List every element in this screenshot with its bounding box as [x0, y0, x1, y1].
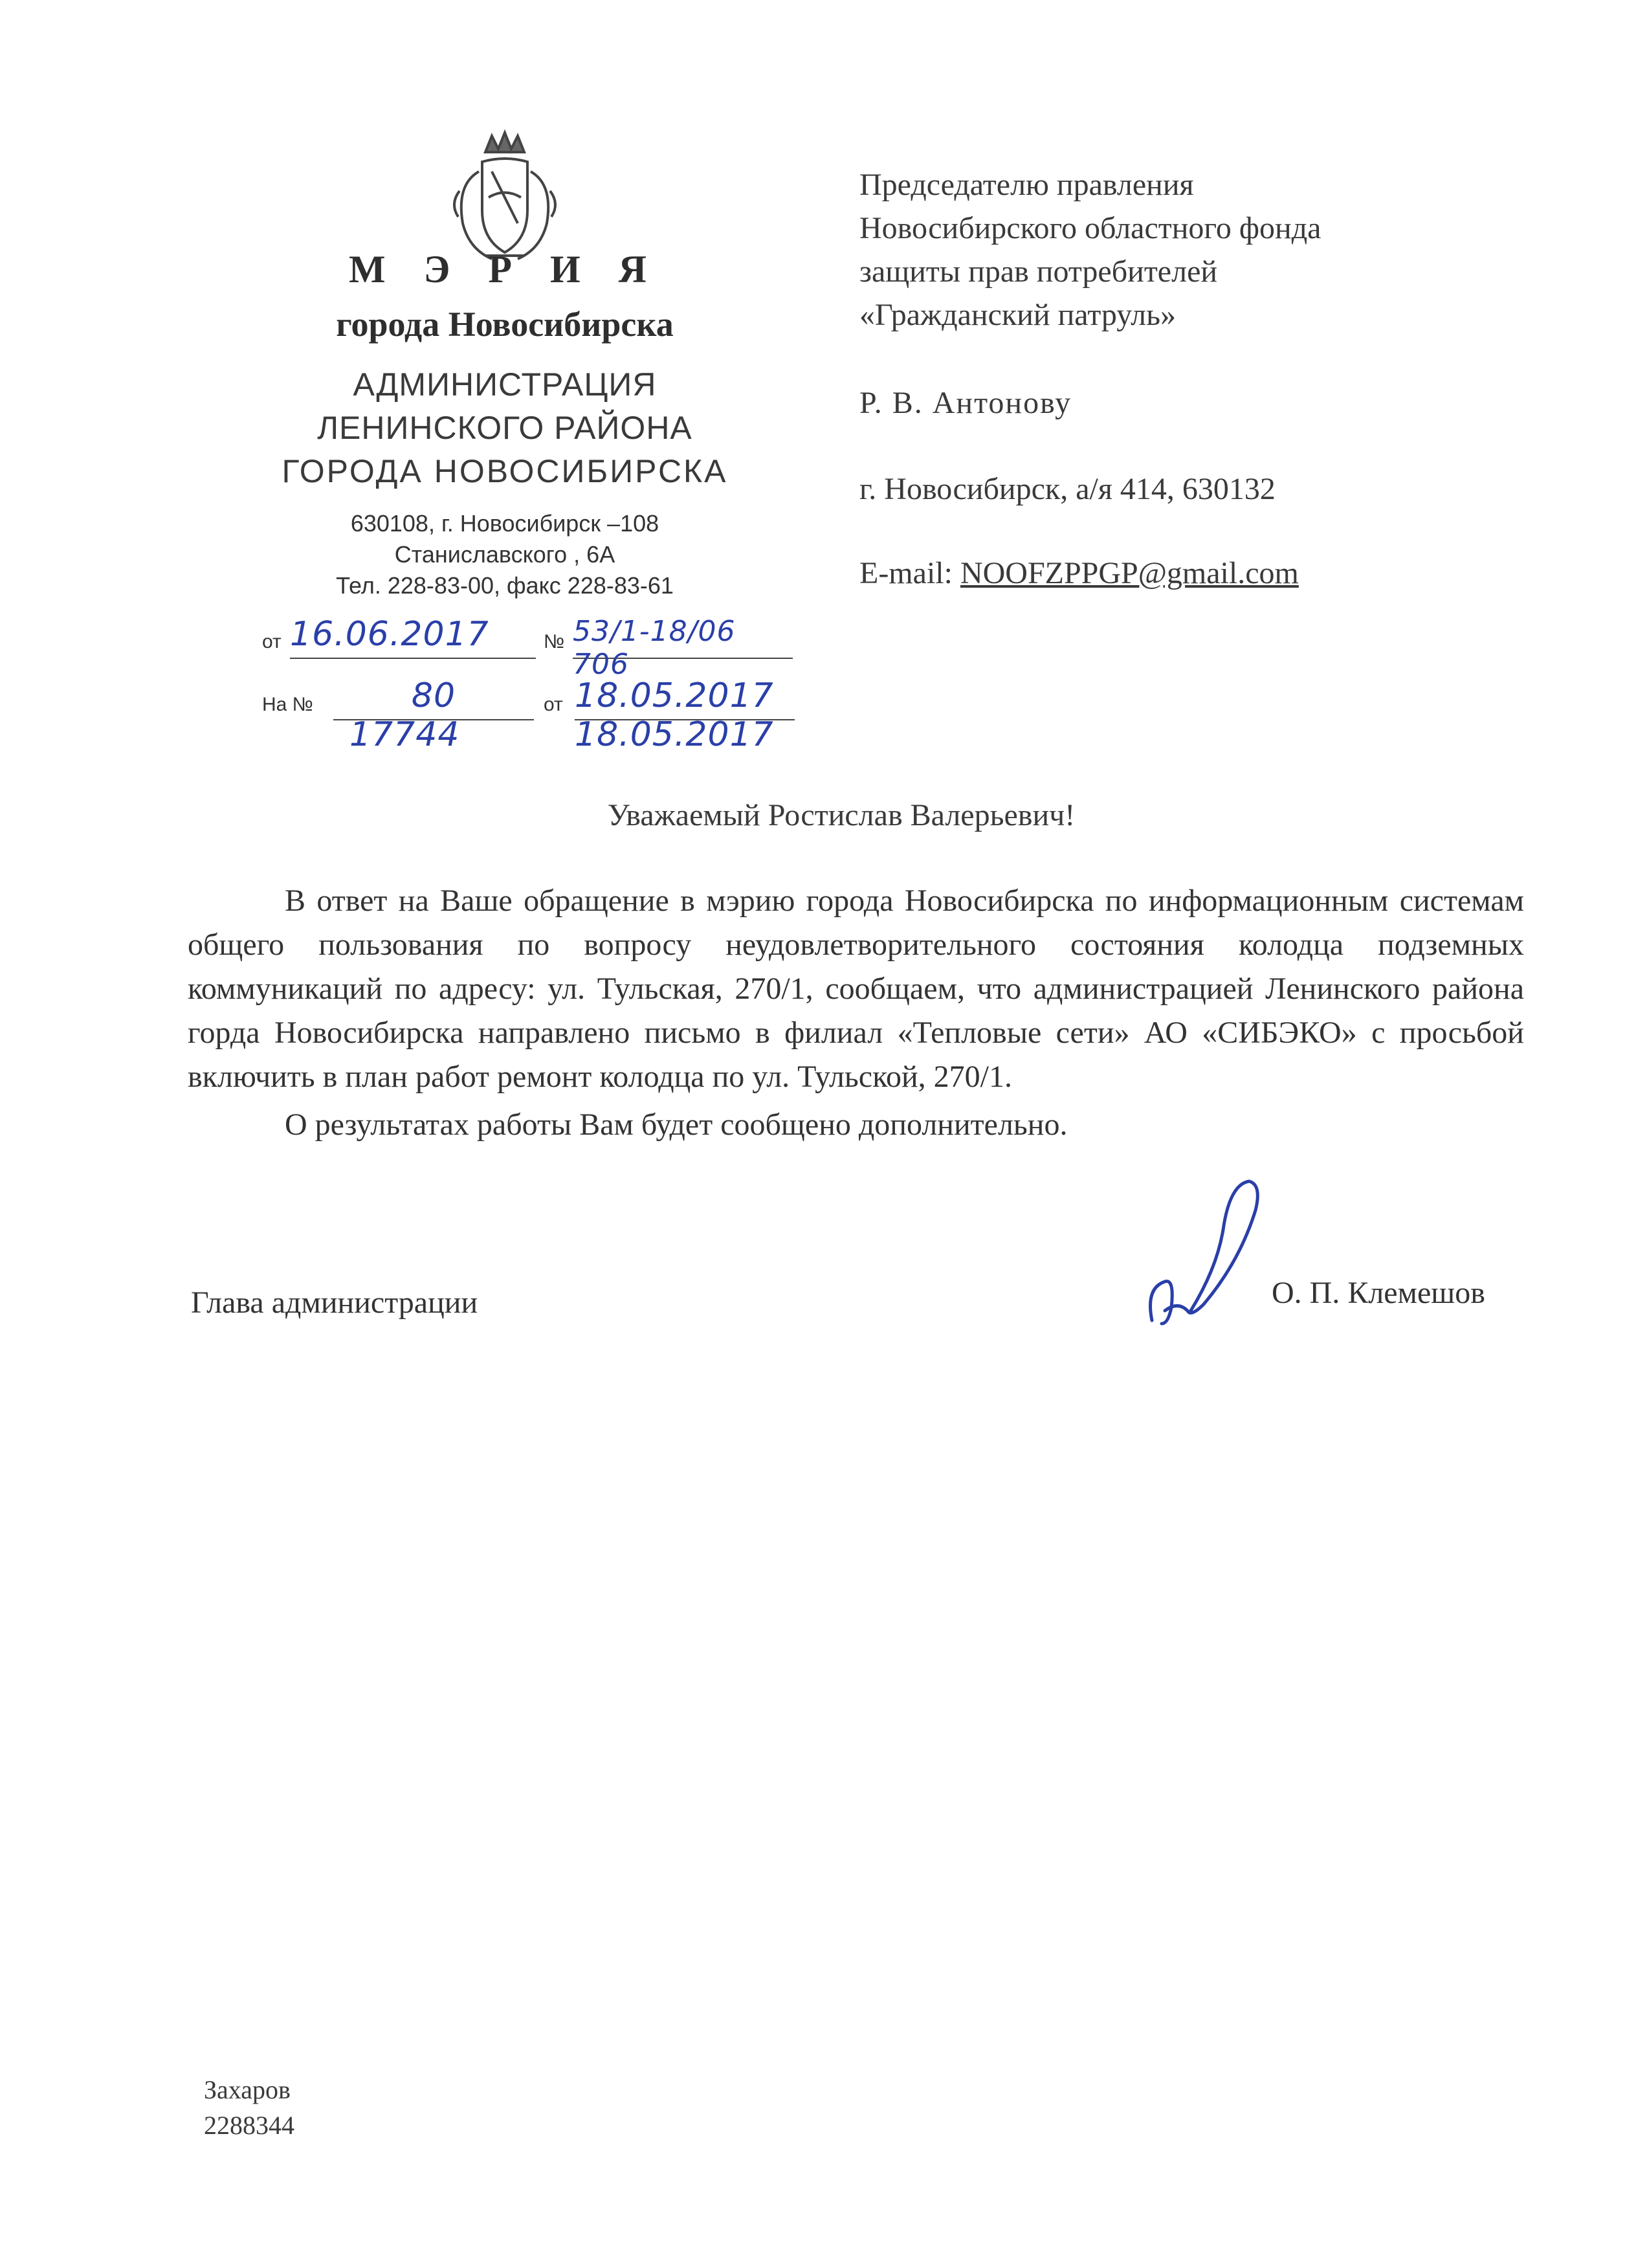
email-link[interactable]: NOOFZPPGP@gmail.com	[960, 556, 1299, 590]
administration-line-3: ГОРОДА НОВОСИБИРСКА	[282, 453, 728, 489]
reply-number-line	[333, 676, 534, 720]
executor-phone: 2288344	[204, 2111, 294, 2140]
reg-number: 53/1-18/06 706	[573, 615, 736, 681]
reg-from-label: от	[262, 631, 282, 652]
meria-heading: М Э Р И Я	[349, 248, 661, 291]
signer-title: Глава администрации	[191, 1285, 478, 1320]
address-line-1: 630108, г. Новосибирск –108	[350, 510, 659, 537]
reply-number-1: 80	[411, 676, 456, 715]
administration-line-2: ЛЕНИНСКОГО РАЙОНА	[317, 410, 692, 446]
reply-date-2: 18.05.2017	[575, 715, 774, 754]
reg-date-line	[290, 615, 536, 659]
body-paragraph-1: В ответ на Ваше обращение в мэрию города Новосибирска по информационным системам общего пользования по вопросу неудовлетворительного состояния колодца подземных коммуникаций по адресу: ул. Тульская, 270/1, сообщаем, что администрацией Ленинского района горда Новосибирска направлено письмо в филиал «Тепловые сети» АО «СИБЭКО» с просьбой включить в план работ ремонт колодца по ул. Тульской, 270/1.	[188, 884, 1524, 1094]
city-heading: города Новосибирска	[336, 305, 674, 344]
recipient-name: Р. В. Антонову	[859, 386, 1072, 420]
address-line-2: Станиславского , 6А	[394, 541, 615, 568]
reply-number-2: 17744	[349, 715, 460, 754]
reg-number-line	[573, 615, 793, 681]
reply-from-label: от	[544, 694, 563, 715]
address-line-3: Тел. 228-83-00, факс 228-83-61	[336, 572, 674, 599]
recipient-line-3: защиты прав потребителей	[859, 254, 1218, 289]
email-label: E-mail:	[859, 556, 960, 590]
letter-body	[188, 879, 1524, 1147]
salutation: Уважаемый Ростислав Валерьевич!	[607, 798, 1076, 832]
recipient-line-1: Председателю правления	[859, 168, 1194, 202]
administration-line-1: АДМИНИСТРАЦИЯ	[353, 366, 657, 403]
reply-label: На №	[262, 694, 313, 715]
handwritten-signature-icon	[1126, 1172, 1275, 1340]
signer-name: О. П. Клемешов	[1272, 1276, 1485, 1310]
reg-number-label: №	[544, 631, 565, 652]
reply-date-line	[575, 676, 795, 720]
reg-date: 16.06.2017	[290, 615, 489, 654]
recipient-email-row	[859, 555, 1299, 591]
recipient-line-4: «Гражданский патруль»	[859, 298, 1177, 332]
reply-date-1: 18.05.2017	[575, 676, 774, 715]
body-paragraph-2: О результатах работы Вам будет сообщено дополнительно.	[285, 1107, 1068, 1142]
executor-name: Захаров	[204, 2075, 291, 2104]
recipient-address: г. Новосибирск, а/я 414, 630132	[859, 472, 1276, 506]
recipient-line-2: Новосибирского областного фонда	[859, 211, 1321, 245]
